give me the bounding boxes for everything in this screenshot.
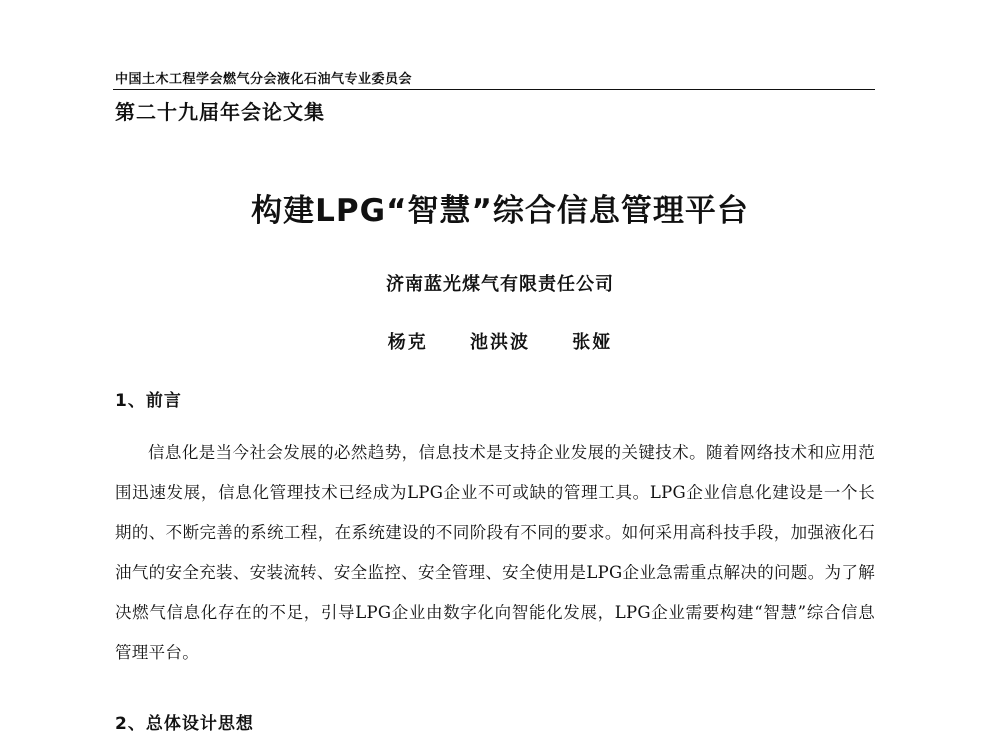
header-divider	[113, 89, 875, 90]
author-name: 张娅	[572, 332, 613, 353]
section-body-introduction: 信息化是当今社会发展的必然趋势，信息技术是支持企业发展的关键技术。随着网络技术和应用范围迅速发展，信息化管理技术已经成为LPG企业不可或缺的管理工具。LPG企业信息化建设是一个长期的、不断完善的系统工程，在系统建设的不同阶段有不同的要求。如何采用高科技手段，加强液化石油气的安全充装、安装流转、安全监控、安全管理、安全使用是LPG企业急需重点解决的问题。为了解决燃气信息化存在的不足，引导LPG企业由数字化向智能化发展，LPG企业需要构建“智慧”综合信息管理平台。	[115, 443, 875, 662]
running-header-organization: 中国土木工程学会燃气分会液化石油气专业委员会	[115, 72, 413, 87]
running-header-collection: 第二十九届年会论文集	[115, 100, 325, 124]
paper-title: 构建LPG“智慧”综合信息管理平台	[251, 193, 749, 229]
section-heading-introduction: 1、前言	[115, 391, 182, 411]
author-name: 池洪波	[470, 332, 530, 353]
author-affiliation: 济南蓝光煤气有限责任公司	[386, 274, 614, 295]
author-name: 杨克	[387, 332, 428, 353]
author-list	[0, 328, 1000, 354]
section-heading-design: 2、总体设计思想	[115, 714, 254, 734]
